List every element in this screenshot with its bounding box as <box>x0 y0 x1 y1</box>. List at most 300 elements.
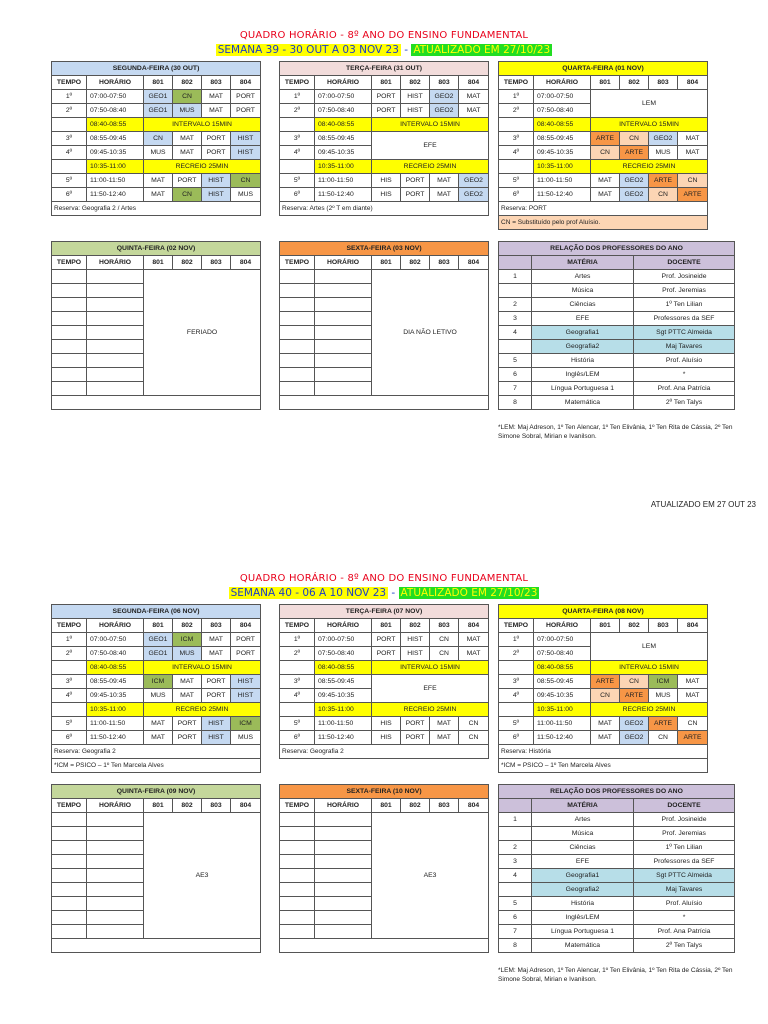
break-time: 08:40-08:55 <box>87 118 144 132</box>
subject-cell: CN <box>678 717 708 731</box>
time-cell: 11:50-12:40 <box>534 188 591 202</box>
subject-cell: PORT <box>401 174 430 188</box>
tempo-cell: 4º <box>52 146 87 160</box>
break-tempo <box>499 160 534 174</box>
break-tempo <box>52 160 87 174</box>
subject-cell: MUS <box>231 731 261 745</box>
time-cell <box>315 270 372 284</box>
time-cell <box>87 883 144 897</box>
col-header: 801 <box>372 256 401 270</box>
time-cell: 07:00-07:50 <box>315 90 372 104</box>
time-cell: 09:45-10:35 <box>87 146 144 160</box>
time-cell <box>87 911 144 925</box>
time-cell: 09:45-10:35 <box>534 689 591 703</box>
lem-note: *LEM: Maj Adreson, 1º Ten Alencar, 1º Ten Elivânia, 1º Ten Rita de Cássia, 2º Ten Simone Sobral, Mirian e Ivanilson. <box>498 967 733 983</box>
teacher-name: Professores da SEF <box>634 855 735 869</box>
teacher-row <box>499 382 735 396</box>
subject-cell: MAT <box>459 104 489 118</box>
col-header: HORÁRIO <box>87 799 144 813</box>
lem-note: *LEM: Maj Adreson, 1º Ten Alencar, 1º Ten Elivânia, 1º Ten Rita de Cássia, 2º Ten Simone Sobral, Mirian e Ivanilson. <box>498 424 733 440</box>
subject-cell: PORT <box>173 174 202 188</box>
subject-cell: MAT <box>678 675 708 689</box>
col-header: 804 <box>231 619 261 633</box>
teacher-subject: Língua Portuguesa 1 <box>532 382 634 396</box>
time-cell <box>315 368 372 382</box>
table-row <box>52 188 261 202</box>
time-cell: 09:45-10:35 <box>315 146 372 160</box>
subject-cell: HIS <box>372 731 401 745</box>
time-cell: 07:00-07:50 <box>534 90 591 104</box>
tempo-cell <box>280 270 315 284</box>
subject-cell: MAT <box>430 174 459 188</box>
subject-cell: GEO2 <box>649 132 678 146</box>
col-header: 804 <box>678 619 708 633</box>
break-time: 08:40-08:55 <box>534 118 591 132</box>
time-cell: 11:50-12:40 <box>534 731 591 745</box>
table-row <box>499 633 708 647</box>
subject-cell: MAT <box>591 731 620 745</box>
col-header: 801 <box>144 76 173 90</box>
col-header <box>499 799 532 813</box>
tempo-cell <box>280 382 315 396</box>
col-header: 804 <box>231 256 261 270</box>
subject-cell: MAT <box>591 188 620 202</box>
col-header: 803 <box>430 799 459 813</box>
reserve-note: Reserva: Geografia 2 <box>52 745 261 759</box>
col-header: TEMPO <box>499 619 534 633</box>
break-tempo <box>52 661 87 675</box>
day-status: DIA NÃO LETIVO <box>372 270 489 396</box>
teacher-name: Maj Tavares <box>634 340 735 354</box>
tempo-cell <box>280 813 315 827</box>
subject-cell: HIS <box>372 188 401 202</box>
subject-cell: ARTE <box>678 731 708 745</box>
tempo-cell <box>52 284 87 298</box>
time-cell: 08:55-09:45 <box>87 132 144 146</box>
table-row <box>280 717 489 731</box>
break-label: RECREIO 25MIN <box>144 703 261 717</box>
time-cell <box>315 284 372 298</box>
break-label: RECREIO 25MIN <box>144 160 261 174</box>
teacher-subject: Ciências <box>532 841 634 855</box>
col-header: TEMPO <box>280 76 315 90</box>
teacher-subject: Geografia1 <box>532 869 634 883</box>
col-header: 803 <box>202 256 231 270</box>
teacher-num <box>499 340 532 354</box>
time-cell <box>315 897 372 911</box>
teacher-num <box>499 284 532 298</box>
subject-cell: MAT <box>173 675 202 689</box>
teacher-num: 7 <box>499 382 532 396</box>
teacher-num: 3 <box>499 855 532 869</box>
tempo-cell <box>52 925 87 939</box>
subject-cell: MAT <box>202 90 231 104</box>
time-cell: 07:50-08:40 <box>534 104 591 118</box>
subject-cell: PORT <box>202 146 231 160</box>
tempo-cell: 3º <box>280 675 315 689</box>
time-cell <box>87 368 144 382</box>
time-cell: 08:55-09:45 <box>534 132 591 146</box>
subject-cell: MAT <box>591 174 620 188</box>
subject-cell: PORT <box>202 132 231 146</box>
teacher-subject: Matemática <box>532 939 634 953</box>
subject-cell: MAT <box>173 146 202 160</box>
teacher-num: 2 <box>499 841 532 855</box>
col-header: 804 <box>231 799 261 813</box>
subject-cell: MAT <box>144 174 173 188</box>
week-label: SEMANA 39 - 30 OUT A 03 NOV 23 <box>217 44 399 56</box>
col-header: HORÁRIO <box>87 76 144 90</box>
subject-cell: ARTE <box>620 689 649 703</box>
schedule-table <box>51 61 261 216</box>
teacher-name: 1º Ten Lilian <box>634 298 735 312</box>
reserve-note: Reserva: Geografia 2 <box>280 745 489 759</box>
subject-cell: ARTE <box>678 188 708 202</box>
empty-row <box>52 396 261 410</box>
teacher-name: * <box>634 911 735 925</box>
subject-cell: MAT <box>678 146 708 160</box>
day-title: QUINTA-FEIRA (09 NOV) <box>52 785 261 799</box>
tempo-cell <box>280 869 315 883</box>
time-cell: 11:00-11:50 <box>315 174 372 188</box>
tempo-cell <box>52 841 87 855</box>
table-row <box>499 675 708 689</box>
col-header: 802 <box>620 76 649 90</box>
time-cell <box>315 841 372 855</box>
col-header: 803 <box>430 619 459 633</box>
subject-cell: HIST <box>202 188 231 202</box>
time-cell <box>315 827 372 841</box>
break-label: INTERVALO 15MIN <box>144 661 261 675</box>
subject-cell: CN <box>620 675 649 689</box>
teacher-num: 6 <box>499 368 532 382</box>
col-header: 801 <box>591 619 620 633</box>
subject-cell: CN <box>459 717 489 731</box>
subject-cell: GEO2 <box>430 104 459 118</box>
break-time: 10:35-11:00 <box>87 160 144 174</box>
teacher-row <box>499 368 735 382</box>
subject-cell: MAT <box>430 717 459 731</box>
subject-cell: GEO1 <box>144 633 173 647</box>
subject-cell: PORT <box>231 633 261 647</box>
teacher-row <box>499 827 735 841</box>
time-cell <box>315 354 372 368</box>
subject-cell: GEO1 <box>144 104 173 118</box>
schedule-table <box>279 241 489 410</box>
subject-cell: MAT <box>678 689 708 703</box>
table-row <box>499 174 708 188</box>
teacher-num: 6 <box>499 911 532 925</box>
col-header: 802 <box>620 619 649 633</box>
teacher-name: Prof. Aluísio <box>634 897 735 911</box>
tempo-cell: 3º <box>499 675 534 689</box>
empty-row <box>280 939 489 953</box>
subject-cell: GEO2 <box>620 188 649 202</box>
subject-cell: PORT <box>372 633 401 647</box>
teacher-row <box>499 897 735 911</box>
col-header: TEMPO <box>280 799 315 813</box>
table-row <box>52 132 261 146</box>
break-time: 10:35-11:00 <box>534 160 591 174</box>
subject-cell: GEO2 <box>430 90 459 104</box>
subject-cell: MAT <box>202 104 231 118</box>
time-cell: 11:00-11:50 <box>87 174 144 188</box>
col-header: HORÁRIO <box>315 799 372 813</box>
tempo-cell <box>52 382 87 396</box>
teacher-num: 5 <box>499 897 532 911</box>
subject-cell: ARTE <box>620 146 649 160</box>
table-row <box>280 647 489 661</box>
tempo-cell <box>280 368 315 382</box>
tempo-cell <box>52 270 87 284</box>
subject-cell: MAT <box>430 731 459 745</box>
schedule-table <box>279 784 489 953</box>
break-time: 10:35-11:00 <box>87 703 144 717</box>
teacher-subject: EFE <box>532 312 634 326</box>
time-cell: 09:45-10:35 <box>534 146 591 160</box>
tempo-cell <box>280 841 315 855</box>
subject-cell: PORT <box>173 731 202 745</box>
tempo-cell <box>280 855 315 869</box>
col-header: 802 <box>401 256 430 270</box>
subject-cell: GEO2 <box>620 731 649 745</box>
subject-cell: PORT <box>372 647 401 661</box>
col-header: 801 <box>372 76 401 90</box>
break-time: 08:40-08:55 <box>315 118 372 132</box>
break-time: 08:40-08:55 <box>315 661 372 675</box>
teacher-subject: Inglês/LEM <box>532 911 634 925</box>
tempo-cell <box>52 368 87 382</box>
subject-cell: MAT <box>173 689 202 703</box>
subject-cell: GEO1 <box>144 647 173 661</box>
teacher-row <box>499 326 735 340</box>
col-header: 804 <box>459 799 489 813</box>
tempo-cell <box>280 284 315 298</box>
subject-cell: CN <box>430 633 459 647</box>
reserve-note: Reserva: PORT <box>499 202 708 216</box>
subject-cell: HIS <box>372 717 401 731</box>
table-row <box>52 174 261 188</box>
tempo-cell <box>52 827 87 841</box>
subject-cell: MAT <box>144 188 173 202</box>
teacher-subject: Artes <box>532 813 634 827</box>
teachers-title: RELAÇÃO DOS PROFESSORES DO ANO <box>499 242 735 256</box>
time-cell: 11:50-12:40 <box>87 731 144 745</box>
table-row <box>280 188 489 202</box>
teacher-num <box>499 883 532 897</box>
teacher-num: 4 <box>499 326 532 340</box>
teacher-subject: Música <box>532 284 634 298</box>
tempo-cell: 1º <box>499 90 534 104</box>
time-cell <box>87 855 144 869</box>
subject-cell: MUS <box>649 689 678 703</box>
break-label: INTERVALO 15MIN <box>372 118 489 132</box>
teacher-subject: História <box>532 354 634 368</box>
table-row <box>52 146 261 160</box>
col-header: 803 <box>202 799 231 813</box>
break-tempo <box>280 118 315 132</box>
tempo-cell <box>280 925 315 939</box>
tempo-cell <box>52 298 87 312</box>
tempo-cell: 4º <box>280 146 315 160</box>
teacher-subject: História <box>532 897 634 911</box>
teacher-subject: Matemática <box>532 396 634 410</box>
subject-cell: PORT <box>231 90 261 104</box>
subject-cell: CN <box>430 647 459 661</box>
col-header: 802 <box>401 619 430 633</box>
teacher-num: 8 <box>499 396 532 410</box>
subject-cell: MAT <box>678 132 708 146</box>
teacher-row <box>499 883 735 897</box>
subject-cell: MUS <box>144 689 173 703</box>
table-row <box>52 633 261 647</box>
week-separator: - <box>400 44 412 56</box>
empty-row <box>280 396 489 410</box>
extra-note: *ICM = PSICO – 1º Ten Marcela Alves <box>499 759 708 773</box>
tempo-cell: 6º <box>280 188 315 202</box>
teacher-name: 2º Ten Talys <box>634 396 735 410</box>
teacher-name: 2º Ten Talys <box>634 939 735 953</box>
col-header: 801 <box>144 799 173 813</box>
time-cell: 11:00-11:50 <box>534 717 591 731</box>
tempo-cell: 1º <box>52 633 87 647</box>
subject-cell: GEO1 <box>144 90 173 104</box>
subject-merged: LEM <box>591 90 708 118</box>
time-cell <box>87 869 144 883</box>
table-row <box>280 633 489 647</box>
subject-cell: PORT <box>202 675 231 689</box>
col-header: 801 <box>372 619 401 633</box>
schedule-table <box>51 604 261 773</box>
time-cell: 09:45-10:35 <box>87 689 144 703</box>
time-cell <box>87 827 144 841</box>
col-header: TEMPO <box>280 619 315 633</box>
col-header: 804 <box>459 76 489 90</box>
schedule-table <box>498 61 708 230</box>
subject-cell: MAT <box>459 633 489 647</box>
break-label: INTERVALO 15MIN <box>591 661 708 675</box>
col-header: DOCENTE <box>634 256 735 270</box>
break-tempo <box>499 703 534 717</box>
tempo-cell <box>280 827 315 841</box>
time-cell <box>315 911 372 925</box>
time-cell <box>315 312 372 326</box>
subject-cell: HIST <box>401 90 430 104</box>
teacher-row <box>499 925 735 939</box>
time-cell: 08:55-09:45 <box>87 675 144 689</box>
col-header: 804 <box>459 619 489 633</box>
tempo-cell <box>52 869 87 883</box>
time-cell: 07:00-07:50 <box>87 633 144 647</box>
col-header: 802 <box>173 799 202 813</box>
tempo-cell: 3º <box>52 675 87 689</box>
break-time: 08:40-08:55 <box>534 661 591 675</box>
time-cell <box>87 813 144 827</box>
subject-cell: ARTE <box>649 174 678 188</box>
subject-merged: LEM <box>591 633 708 661</box>
col-header: HORÁRIO <box>87 619 144 633</box>
col-header: 801 <box>591 76 620 90</box>
teacher-subject: Geografia2 <box>532 883 634 897</box>
subject-cell: HIST <box>401 633 430 647</box>
subject-cell: GEO2 <box>620 174 649 188</box>
subject-cell: MUS <box>649 146 678 160</box>
day-title: QUARTA-FEIRA (08 NOV) <box>499 605 708 619</box>
subject-cell: MAT <box>173 132 202 146</box>
tempo-cell: 2º <box>280 104 315 118</box>
reserve-note: Reserva: Geografia 2 / Artes <box>52 202 261 216</box>
time-cell <box>315 869 372 883</box>
time-cell: 08:55-09:45 <box>315 132 372 146</box>
table-row <box>52 104 261 118</box>
teacher-name: Sgt PTTC Almeida <box>634 326 735 340</box>
teacher-row <box>499 939 735 953</box>
table-row <box>280 132 489 146</box>
col-header: 804 <box>231 76 261 90</box>
subject-cell: CN <box>231 174 261 188</box>
subject-cell: PORT <box>173 717 202 731</box>
col-header: 803 <box>430 76 459 90</box>
subject-cell: MAT <box>144 717 173 731</box>
time-cell <box>87 382 144 396</box>
subject-cell: CN <box>173 90 202 104</box>
col-header: 801 <box>372 799 401 813</box>
col-header: HORÁRIO <box>534 619 591 633</box>
time-cell <box>315 382 372 396</box>
teacher-subject: Artes <box>532 270 634 284</box>
subject-cell: MAT <box>591 717 620 731</box>
teacher-name: Professores da SEF <box>634 312 735 326</box>
tempo-cell: 5º <box>280 174 315 188</box>
day-title: QUARTA-FEIRA (01 NOV) <box>499 62 708 76</box>
tempo-cell: 1º <box>499 633 534 647</box>
tempo-cell <box>52 340 87 354</box>
page-title: QUADRO HORÁRIO - 8º ANO DO ENSINO FUNDAMENTAL <box>239 573 529 584</box>
teacher-row <box>499 869 735 883</box>
reserve-note: Reserva: História <box>499 745 708 759</box>
table-row <box>280 174 489 188</box>
break-label: INTERVALO 15MIN <box>591 118 708 132</box>
time-cell <box>315 925 372 939</box>
subject-cell: PORT <box>372 90 401 104</box>
tempo-cell <box>280 883 315 897</box>
subject-cell: CN <box>620 132 649 146</box>
subject-cell: CN <box>649 188 678 202</box>
col-header: TEMPO <box>52 256 87 270</box>
time-cell: 08:55-09:45 <box>534 675 591 689</box>
teacher-name: Prof. Ana Patrícia <box>634 382 735 396</box>
tempo-cell: 6º <box>52 188 87 202</box>
break-time: 10:35-11:00 <box>534 703 591 717</box>
tempo-cell: 1º <box>280 90 315 104</box>
time-cell <box>87 312 144 326</box>
time-cell <box>87 897 144 911</box>
updated-label: ATUALIZADO EM 27/10/23 <box>413 44 551 56</box>
day-status: FERIADO <box>144 270 261 396</box>
tempo-cell <box>52 312 87 326</box>
schedule-table <box>51 241 261 410</box>
week-separator: - <box>388 587 399 599</box>
subject-cell: HIST <box>231 689 261 703</box>
teacher-subject: Língua Portuguesa 1 <box>532 925 634 939</box>
teacher-row <box>499 354 735 368</box>
tempo-cell <box>52 883 87 897</box>
tempo-cell: 3º <box>280 132 315 146</box>
col-header: TEMPO <box>52 799 87 813</box>
updated-footer: ATUALIZADO EM 27 OUT 23 <box>650 500 756 509</box>
break-tempo <box>280 703 315 717</box>
teacher-subject: Ciências <box>532 298 634 312</box>
